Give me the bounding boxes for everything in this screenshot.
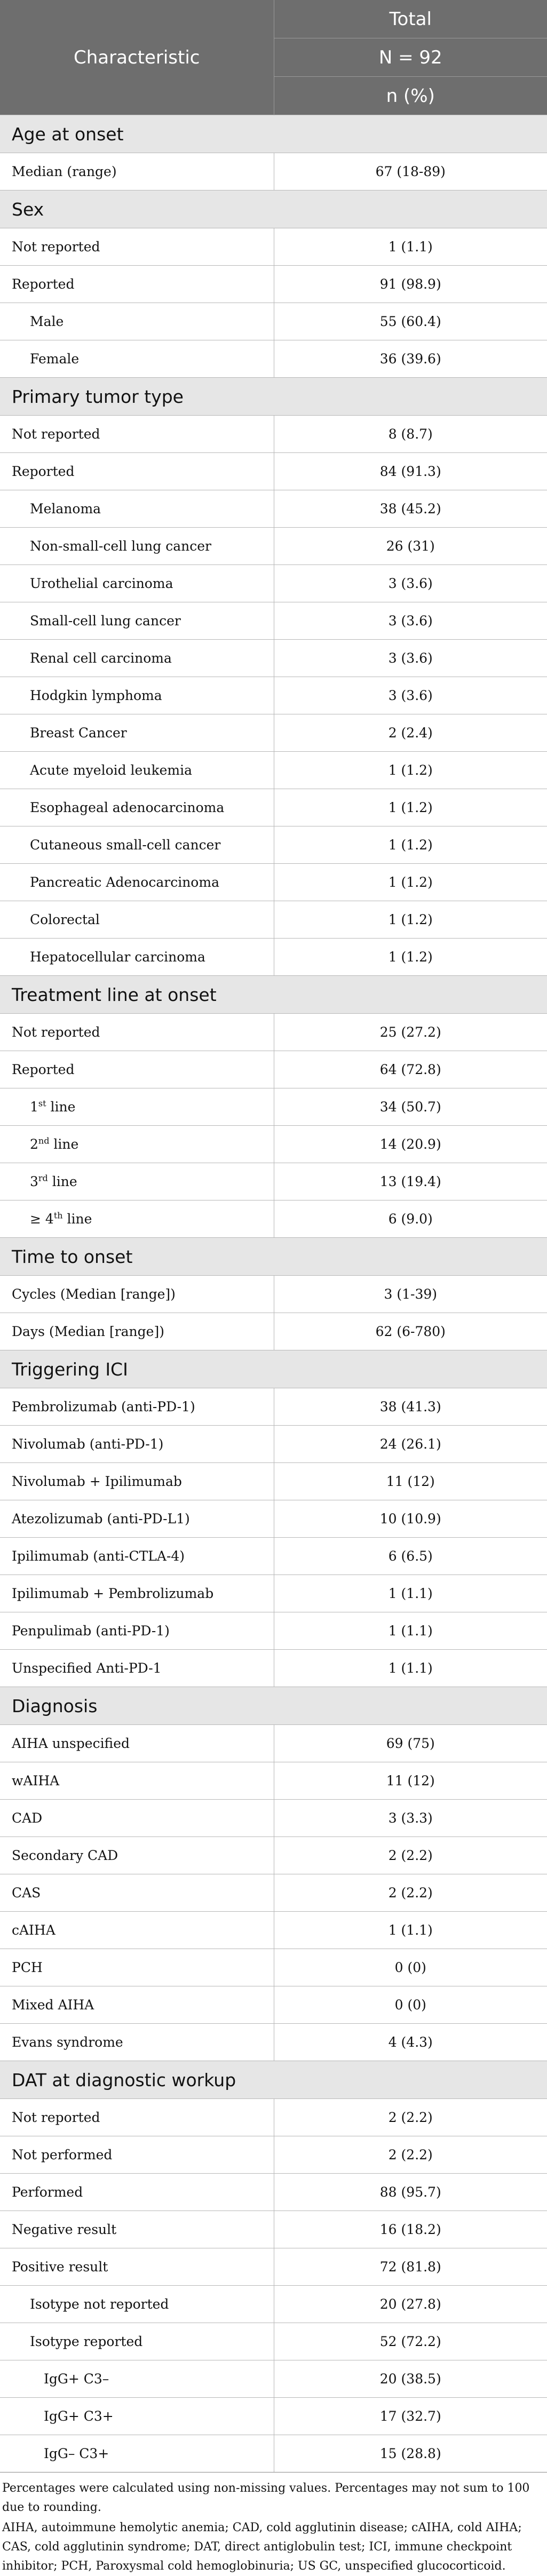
row-label-text: 1 — [30, 1099, 38, 1115]
table-body — [0, 115, 547, 2472]
row-label-suffix: line — [47, 1174, 77, 1189]
row-value: 1 (1.2) — [274, 826, 547, 864]
section-title: Treatment line at onset — [0, 976, 547, 1014]
table-row — [0, 2024, 547, 2061]
row-value: 62 (6-780) — [274, 1313, 547, 1350]
row-value: 2 (2.2) — [274, 1874, 547, 1912]
table-row — [0, 1949, 547, 1986]
row-value: 34 (50.7) — [274, 1088, 547, 1126]
table-row — [0, 2360, 547, 2398]
table-row — [0, 1837, 547, 1874]
table-row — [0, 1650, 547, 1687]
row-value: 38 (41.3) — [274, 1388, 547, 1426]
row-label: Hodgkin lymphoma — [0, 677, 274, 714]
header-characteristic: Characteristic — [0, 0, 274, 115]
row-value: 0 (0) — [274, 1986, 547, 2024]
header-npct: n (%) — [274, 77, 547, 115]
table-row — [0, 416, 547, 453]
ordinal-suffix: st — [38, 1098, 46, 1109]
row-value: 3 (3.6) — [274, 677, 547, 714]
footnotes — [0, 2472, 547, 2576]
row-value: 1 (1.2) — [274, 864, 547, 901]
section-title: Sex — [0, 190, 547, 228]
row-value: 1 (1.2) — [274, 789, 547, 826]
row-value: 67 (18-89) — [274, 153, 547, 190]
table-row — [0, 266, 547, 303]
row-label: Non-small-cell lung cancer — [0, 528, 274, 565]
table-row — [0, 1014, 547, 1051]
row-value: 17 (32.7) — [274, 2398, 547, 2435]
table-row — [0, 2248, 547, 2286]
row-value: 64 (72.8) — [274, 1051, 547, 1088]
table-row — [0, 303, 547, 340]
row-label: Median (range) — [0, 153, 274, 190]
ordinal-suffix: rd — [38, 1173, 48, 1183]
row-label: PCH — [0, 1949, 274, 1986]
table-row — [0, 714, 547, 752]
row-value: 11 (12) — [274, 1762, 547, 1800]
row-label — [0, 1163, 274, 1200]
row-label: Secondary CAD — [0, 1837, 274, 1874]
row-value: 3 (3.3) — [274, 1800, 547, 1837]
table-row — [0, 2435, 547, 2472]
row-label: Acute myeloid leukemia — [0, 752, 274, 789]
row-value: 1 (1.1) — [274, 228, 547, 266]
row-label: Cycles (Median [range]) — [0, 1276, 274, 1313]
row-label — [0, 1088, 274, 1126]
row-label: IgG– C3+ — [0, 2435, 274, 2472]
row-label: IgG+ C3– — [0, 2360, 274, 2398]
section-header-row — [0, 2061, 547, 2099]
row-label: Nivolumab (anti-PD-1) — [0, 1426, 274, 1463]
row-label: Evans syndrome — [0, 2024, 274, 2061]
section-header-row — [0, 1687, 547, 1725]
table-row — [0, 752, 547, 789]
table-row — [0, 789, 547, 826]
table-row — [0, 1463, 547, 1500]
row-label: Renal cell carcinoma — [0, 640, 274, 677]
table-row — [0, 340, 547, 378]
table-row — [0, 1762, 547, 1800]
row-label: Not reported — [0, 1014, 274, 1051]
row-label: Pancreatic Adenocarcinoma — [0, 864, 274, 901]
row-value: 55 (60.4) — [274, 303, 547, 340]
table-row — [0, 2099, 547, 2136]
section-title: Diagnosis — [0, 1687, 547, 1725]
section-title: Triggering ICI — [0, 1350, 547, 1388]
row-value: 20 (27.8) — [274, 2286, 547, 2323]
row-label: Breast Cancer — [0, 714, 274, 752]
row-value: 52 (72.2) — [274, 2323, 547, 2360]
row-label: CAD — [0, 1800, 274, 1837]
table-row — [0, 2323, 547, 2360]
table-row — [0, 1426, 547, 1463]
row-label: Reported — [0, 453, 274, 490]
row-value: 1 (1.1) — [274, 1650, 547, 1687]
row-value: 38 (45.2) — [274, 490, 547, 528]
header-n: N = 92 — [274, 38, 547, 77]
table-row — [0, 901, 547, 939]
table-row — [0, 1276, 547, 1313]
row-value: 8 (8.7) — [274, 416, 547, 453]
section-title: Time to onset — [0, 1238, 547, 1276]
row-value: 3 (3.6) — [274, 565, 547, 602]
table-row — [0, 1575, 547, 1612]
row-value: 26 (31) — [274, 528, 547, 565]
row-label-text: 2 — [30, 1136, 38, 1152]
row-label: Not reported — [0, 416, 274, 453]
row-label: Male — [0, 303, 274, 340]
row-value: 3 (3.6) — [274, 602, 547, 640]
row-label: Performed — [0, 2174, 274, 2211]
row-value: 2 (2.2) — [274, 2099, 547, 2136]
row-label: Cutaneous small-cell cancer — [0, 826, 274, 864]
row-label-suffix: line — [62, 1211, 92, 1227]
table-row — [0, 2398, 547, 2435]
table-row — [0, 1725, 547, 1762]
table-row — [0, 1200, 547, 1238]
row-label: Colorectal — [0, 901, 274, 939]
row-label: Mixed AIHA — [0, 1986, 274, 2024]
ordinal-suffix: th — [53, 1210, 63, 1221]
table-row — [0, 1800, 547, 1837]
row-label: Penpulimab (anti-PD-1) — [0, 1612, 274, 1650]
row-value: 14 (20.9) — [274, 1126, 547, 1163]
table-row — [0, 565, 547, 602]
row-label: Days (Median [range]) — [0, 1313, 274, 1350]
ordinal-suffix: nd — [38, 1135, 50, 1146]
table-row — [0, 864, 547, 901]
row-value: 2 (2.2) — [274, 1837, 547, 1874]
row-label: Ipilimumab + Pembrolizumab — [0, 1575, 274, 1612]
table-row — [0, 1912, 547, 1949]
table-row — [0, 1126, 547, 1163]
table-row — [0, 2136, 547, 2174]
row-value: 1 (1.1) — [274, 1912, 547, 1949]
table-row — [0, 1538, 547, 1575]
table-row — [0, 2286, 547, 2323]
row-label: Melanoma — [0, 490, 274, 528]
table-row — [0, 1388, 547, 1426]
row-label: Isotype reported — [0, 2323, 274, 2360]
row-label: Ipilimumab (anti-CTLA-4) — [0, 1538, 274, 1575]
row-value: 4 (4.3) — [274, 2024, 547, 2061]
section-header-row — [0, 1238, 547, 1276]
section-header-row — [0, 115, 547, 153]
row-label: Female — [0, 340, 274, 378]
section-header-row — [0, 976, 547, 1014]
row-value: 1 (1.2) — [274, 901, 547, 939]
section-header-row — [0, 378, 547, 416]
row-label: Small-cell lung cancer — [0, 602, 274, 640]
table-row — [0, 528, 547, 565]
row-value: 3 (1-39) — [274, 1276, 547, 1313]
row-label: Not reported — [0, 2099, 274, 2136]
table-row — [0, 1612, 547, 1650]
row-value: 69 (75) — [274, 1725, 547, 1762]
table-row — [0, 453, 547, 490]
row-label: Not reported — [0, 228, 274, 266]
row-label: CAS — [0, 1874, 274, 1912]
row-label: Esophageal adenocarcinoma — [0, 789, 274, 826]
row-value: 11 (12) — [274, 1463, 547, 1500]
table-row — [0, 1163, 547, 1200]
table-row — [0, 1500, 547, 1538]
row-label: cAIHA — [0, 1912, 274, 1949]
table-row — [0, 153, 547, 190]
row-value: 1 (1.1) — [274, 1612, 547, 1650]
table-row — [0, 2211, 547, 2248]
table-row — [0, 1986, 547, 2024]
row-value: 15 (28.8) — [274, 2435, 547, 2472]
row-value: 25 (27.2) — [274, 1014, 547, 1051]
section-header-row — [0, 190, 547, 228]
row-label — [0, 1126, 274, 1163]
row-label: Unspecified Anti-PD-1 — [0, 1650, 274, 1687]
row-value: 3 (3.6) — [274, 640, 547, 677]
table-row — [0, 939, 547, 976]
row-value: 0 (0) — [274, 1949, 547, 1986]
row-label: Negative result — [0, 2211, 274, 2248]
table-row — [0, 228, 547, 266]
section-title: Primary tumor type — [0, 378, 547, 416]
table-row — [0, 1313, 547, 1350]
row-value: 72 (81.8) — [274, 2248, 547, 2286]
row-label — [0, 1200, 274, 1238]
row-value: 24 (26.1) — [274, 1426, 547, 1463]
row-value: 88 (95.7) — [274, 2174, 547, 2211]
row-label: Positive result — [0, 2248, 274, 2286]
row-label: Nivolumab + Ipilimumab — [0, 1463, 274, 1500]
section-header-row — [0, 1350, 547, 1388]
row-value: 20 (38.5) — [274, 2360, 547, 2398]
footnote-percentages: Percentages were calculated using non-missing values. Percentages may not sum to 100 due to rounding. — [2, 2482, 530, 2514]
row-label: Urothelial carcinoma — [0, 565, 274, 602]
row-label: wAIHA — [0, 1762, 274, 1800]
row-label: Pembrolizumab (anti-PD-1) — [0, 1388, 274, 1426]
row-value: 6 (9.0) — [274, 1200, 547, 1238]
row-value: 10 (10.9) — [274, 1500, 547, 1538]
row-label: Not performed — [0, 2136, 274, 2174]
row-value: 1 (1.2) — [274, 939, 547, 976]
row-value: 2 (2.2) — [274, 2136, 547, 2174]
row-value: 13 (19.4) — [274, 1163, 547, 1200]
row-label: IgG+ C3+ — [0, 2398, 274, 2435]
table-row — [0, 1088, 547, 1126]
row-value: 84 (91.3) — [274, 453, 547, 490]
section-title: Age at onset — [0, 115, 547, 153]
table-row — [0, 1051, 547, 1088]
table-row — [0, 2174, 547, 2211]
section-title: DAT at diagnostic workup — [0, 2061, 547, 2099]
row-label-suffix: line — [46, 1099, 76, 1115]
table-row — [0, 677, 547, 714]
row-value: 2 (2.4) — [274, 714, 547, 752]
row-value: 1 (1.1) — [274, 1575, 547, 1612]
footnote-abbreviations: AIHA, autoimmune hemolytic anemia; CAD, cold agglutinin disease; cAIHA, cold AIHA; CAS, cold agglutinin syndrome; DAT, direct antiglobulin test; ICI, immune checkpoint inhibitor; PCH, Paroxysmal cold hemoglobinuria; US GC, unspecified glucocorticoid. — [2, 2521, 522, 2573]
table-header — [0, 0, 547, 115]
table-row — [0, 602, 547, 640]
table-row — [0, 1874, 547, 1912]
row-label: Hepatocellular carcinoma — [0, 939, 274, 976]
row-label: Reported — [0, 1051, 274, 1088]
table-row — [0, 640, 547, 677]
row-value: 91 (98.9) — [274, 266, 547, 303]
row-value: 6 (6.5) — [274, 1538, 547, 1575]
row-label-suffix: line — [49, 1136, 79, 1152]
row-label-text: 3 — [30, 1174, 38, 1189]
row-value: 1 (1.2) — [274, 752, 547, 789]
table-row — [0, 826, 547, 864]
row-label: Reported — [0, 266, 274, 303]
row-label: AIHA unspecified — [0, 1725, 274, 1762]
row-label: Isotype not reported — [0, 2286, 274, 2323]
row-value: 16 (18.2) — [274, 2211, 547, 2248]
row-label: Atezolizumab (anti-PD-L1) — [0, 1500, 274, 1538]
table-row — [0, 490, 547, 528]
row-value: 36 (39.6) — [274, 340, 547, 378]
header-total: Total — [274, 0, 547, 38]
row-label-text: ≥ 4 — [30, 1211, 54, 1227]
